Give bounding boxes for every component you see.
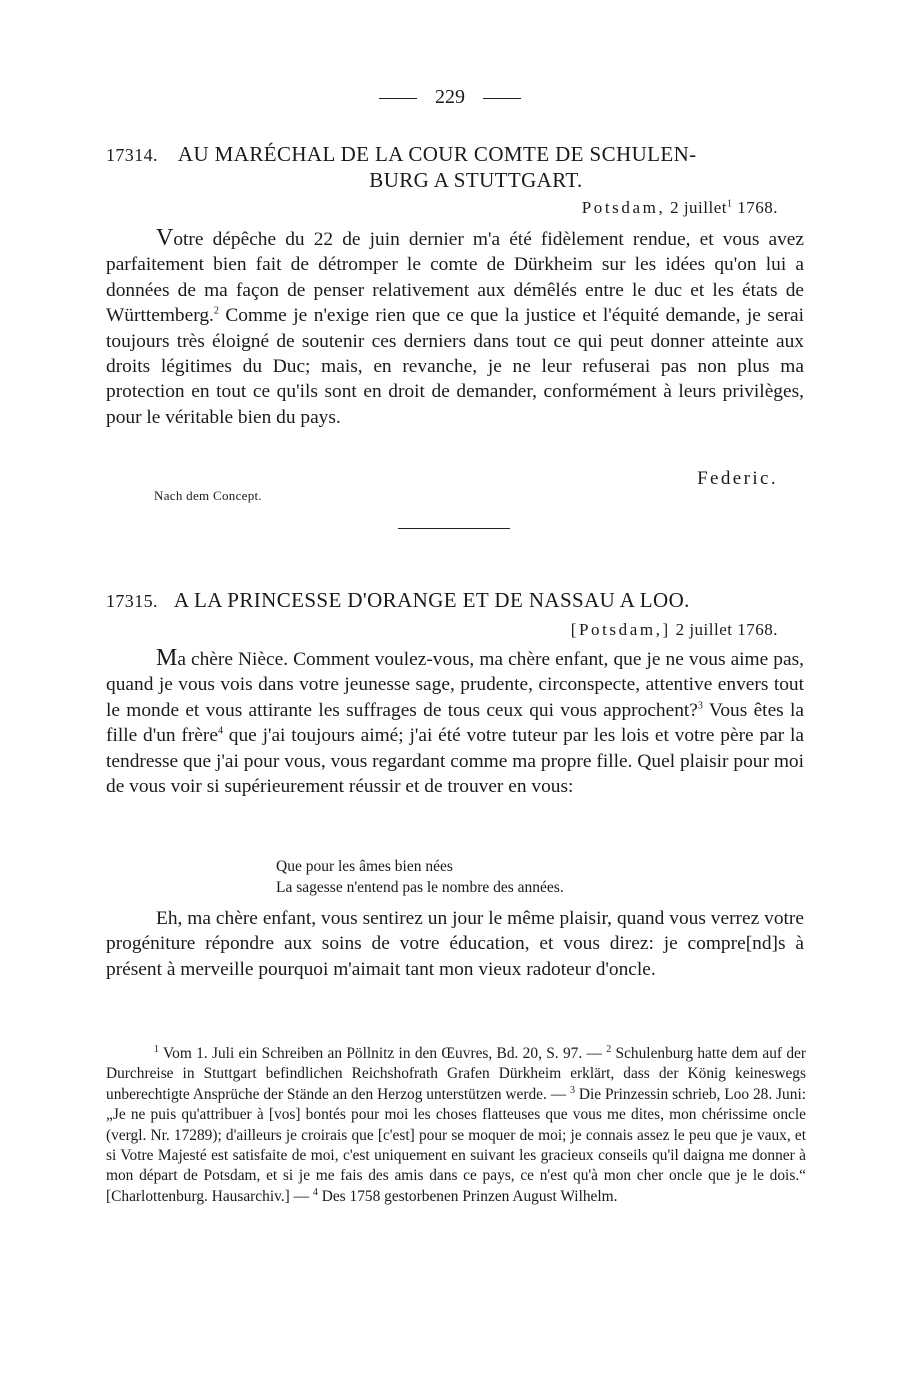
letter1-heading-line2: BURG A STUTTGART. [369, 168, 583, 192]
letter2-place: [Potsdam,] [570, 620, 671, 639]
letter2-footnote-ref-4: 4 [217, 725, 223, 737]
letter2-text-b: Vous êtes la fille d'un frère [106, 699, 804, 747]
footnote-mark-3: 3 [569, 1084, 575, 1096]
footnote-1: Vom 1. Juli ein Schreiben an Pöllnitz in den Œuvres, Bd. 20, S. 97. — [159, 1045, 607, 1062]
footnote-4: Des 1758 gestorbenen Prinzen August Wilhelm. [317, 1187, 618, 1205]
letter2-number: 17315. [106, 591, 158, 611]
letter1-source: Nach dem Concept. [154, 488, 262, 503]
letter2-heading-line [106, 588, 806, 613]
footnote-mark-4: 4 [312, 1186, 318, 1198]
letter1-footnote-ref-2: 2 [213, 305, 219, 317]
letter2-footnote-ref-3: 3 [697, 700, 703, 712]
verse-line: La sagesse n'entend pas le nombre des années. [276, 879, 564, 896]
letter2-verse [276, 856, 564, 898]
letter-separator [398, 528, 510, 529]
letter2-initial: M [156, 645, 178, 671]
letter1-number: 17314. [106, 145, 158, 165]
letter2-text: a chère Nièce. Comment voulez-vous, ma chère enfant, que je ne vous aime pas, quand je vous vois dans votre jeunesse sage, prudente, circonspecte, attentive envers tout le monde et vous attirante les suffrages de tous ceux qui vous approchent? [106, 649, 804, 721]
letter2-heading: A LA PRINCESSE D'ORANGE ET DE NASSAU A LOO. [173, 588, 690, 612]
letter2-body [106, 646, 804, 799]
letter1-text: otre dépêche du 22 de juin dernier m'a été fidèlement rendue, et vous avez parfaitement bien fait de détromper le comte de Dürkheim sur les idées qu'on lui a données de ma façon de penser relativement aux démêlés entre le duc et les états de Württemberg. [106, 229, 804, 327]
footnote-mark-1: 1 [154, 1043, 159, 1055]
letter1-dateline [582, 198, 778, 218]
letter1-date: 2 juillet [670, 198, 727, 217]
letter2-dateline [571, 620, 778, 640]
letter1-heading: AU MARÉCHAL DE LA COUR COMTE DE SCHULEN- [177, 142, 697, 166]
verse-line: Que pour les âmes bien nées [276, 858, 453, 875]
letter2-date: 2 juillet 1768. [675, 620, 778, 639]
letter1-body [106, 226, 804, 430]
letter1-place: Potsdam, [581, 198, 666, 217]
page-number-dash-right [483, 98, 521, 99]
letter1-year: 1768. [737, 198, 778, 217]
letter1-date-footnote-ref: 1 [727, 198, 733, 210]
page-number-line [0, 86, 900, 109]
page-number: 229 [435, 86, 465, 108]
page-number-dash-left [379, 98, 417, 99]
letter2-text-c: que j'ai toujours aimé; j'ai été votre tuteur par les lois et votre père par la tendresse que j'ai pour vous, vous regardant comme ma propre fille. Quel plaisir pour moi de vous voir si supérieurement réussir et de trouver en vous: [106, 725, 804, 798]
footnotes [106, 1044, 806, 1207]
letter2-text-final: Eh, ma chère enfant, vous sentirez un jour le même plaisir, quand vous verrez votre progéniture répondre aux soins de votre éducation, et vous direz: je compre[nd]s à présent à merveille pourquoi m'aimait tant mon vieux radoteur d'oncle. [106, 908, 804, 980]
footnote-mark-2: 2 [606, 1043, 612, 1055]
letter1-signature: Federic. [697, 468, 778, 489]
letter1-heading-line1 [106, 142, 806, 167]
letter1-initial: V [156, 225, 174, 251]
letter1-text-cont: Comme je n'exige rien que ce que la justice et l'équité demande, je serai toujours très éloigné de soutenir ces derniers dans tout ce qui peut donner atteinte aux droits légitimes du Duc; mais, en revanche, je ne leur refuserai pas non plus ma protection en tout ce qu'ils sont en droit de demander, conformément à leurs privilèges, pour le véritable bien du pays. [106, 305, 804, 428]
footnote-2: Schulenburg hatte dem auf der Durchreise in Stuttgart befindlichen Reichshofrath Grafen Dürkheim erklärt, dass der König keineswegs unberechtigte Ansprüche der Stände an den Herzog unterstützen werde. — [106, 1045, 806, 1103]
letter2-body-cont [106, 906, 804, 982]
footnote-3: Die Prinzessin schrieb, Loo 28. Juni: „Je ne puis qu'attribuer à [vos] bontés pour moi les choses flatteuses que vous me dites, mon chérissime oncle (vergl. Nr. 17289); d'ailleurs je croirais que [c'est] pour se moquer de moi; je connais assez le peu que je vaux, et si Votre Majesté est satisfaite de moi, c'est uniquement en suivant les gracieux conseils qu'il daigna me donner à mon départ de Potsdam, et si je me fais des amis dans ce pays, ce n'est qu'à mon cher oncle que je le dois.“ [Charlottenburg. Hausarchiv.] — [106, 1085, 806, 1205]
